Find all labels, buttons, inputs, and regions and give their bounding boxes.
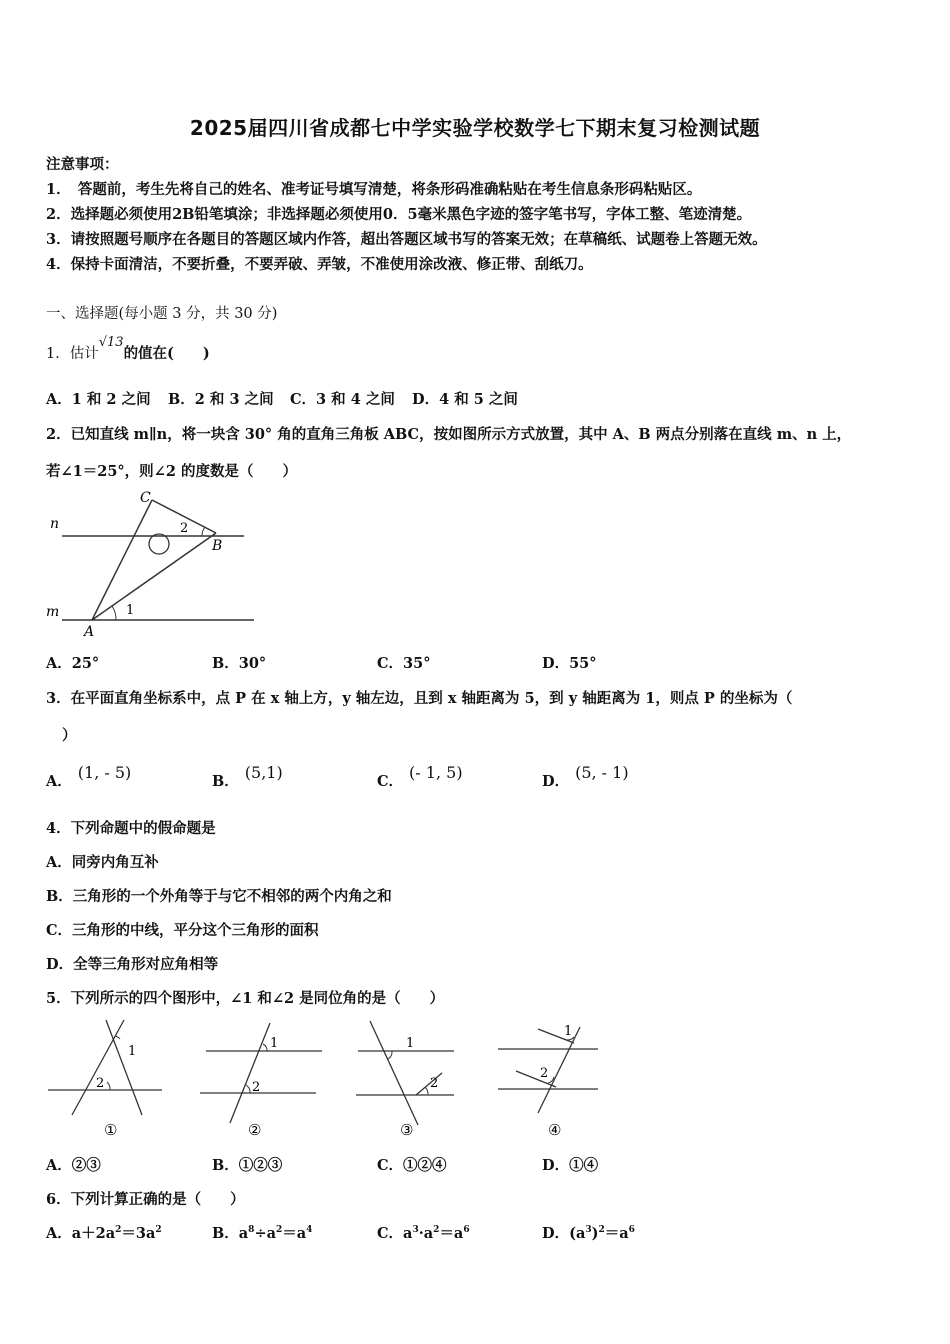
q4-stem: 4．下列命题中的假命题是	[46, 820, 216, 837]
q3-option-d-letter: D．	[542, 773, 570, 790]
q3-option-a-letter: A．	[46, 773, 72, 790]
q3-option-c-letter: C．	[377, 773, 404, 790]
side-ac	[92, 500, 152, 620]
q6-a-letter: A．	[46, 1225, 72, 1242]
q6-option-c	[377, 1222, 470, 1243]
q3-option-c	[377, 763, 463, 791]
fig1-arc-1	[115, 1036, 120, 1039]
q6-option-d	[542, 1222, 635, 1243]
q3-option-d	[542, 763, 629, 791]
fig1-label-2: 2	[96, 1076, 105, 1091]
q6-c-part1: a	[403, 1225, 413, 1242]
q6-a-exp1: 2	[115, 1225, 122, 1236]
q6-b-exp2: 2	[275, 1225, 283, 1236]
q2-stem-line2: 若∠1＝25°，则∠2 的度数是（ ）	[46, 463, 297, 480]
q6-c-exp1: 3	[412, 1225, 419, 1236]
q4-option-a: A．同旁内角互补	[46, 854, 159, 871]
q6-d-exp3: 6	[628, 1225, 635, 1236]
q6-b-part1: a	[238, 1225, 249, 1242]
fig2-caption: ②	[248, 1121, 262, 1139]
q5-figure-2	[196, 1015, 326, 1140]
label-n: n	[50, 516, 60, 532]
q5-stem: 5．下列所示的四个图形中，∠1 和∠2 是同位角的是（ ）	[46, 990, 445, 1007]
q1-stem	[46, 335, 210, 363]
q6-c-part2: ·a	[418, 1225, 434, 1242]
notice-heading: 注意事项：	[46, 156, 119, 173]
q1-option-a: A．1 和 2 之间	[46, 391, 151, 408]
q2-figure	[44, 488, 264, 638]
q3-option-b	[212, 763, 283, 791]
fig4-lower-short-line	[516, 1071, 556, 1087]
notice-item-4: 4．保持卡面清洁，不要折叠，不要弄破、弄皱，不准使用涂改液、修正带、刮纸刀。	[46, 256, 593, 273]
q6-a-part1: a＋2a	[71, 1225, 116, 1242]
notice-item-3: 3．请按照题号顺序在各题目的答题区域内作答，超出答题区域书写的答案无效；在草稿纸、试题卷上答题无效。	[46, 231, 767, 248]
label-angle-2: 2	[180, 521, 189, 536]
fig3-arc-2	[425, 1087, 428, 1095]
q6-b-exp1: 8	[248, 1225, 255, 1236]
q5-option-a: A．②③	[46, 1157, 101, 1174]
q3-option-a	[46, 763, 132, 791]
q1-option-c: C．3 和 4 之间	[290, 391, 395, 408]
q4-option-b: B．三角形的一个外角等于与它不相邻的两个内角之和	[46, 888, 392, 905]
q2-stem-line1: 2．已知直线 m∥n，将一块含 30° 角的直角三角板 ABC，按如图所示方式放置，其中 A、B 两点分别落在直线 m、n 上，	[46, 426, 852, 443]
q1-pre: 1．估计	[46, 346, 99, 362]
q3-option-d-coord: (5, - 1)	[575, 763, 629, 782]
fig3-label-2: 2	[430, 1076, 439, 1091]
label-m: m	[46, 604, 60, 620]
notice-item-1: 1． 答题前，考生先将自己的姓名、准考证号填写清楚，将条形码准确粘贴在考生信息条形码粘贴区。	[46, 181, 702, 198]
label-b: B	[212, 538, 223, 554]
fig1-caption: ①	[104, 1121, 118, 1139]
q5-option-b: B．①②③	[212, 1157, 283, 1174]
q2-option-d: D．55°	[542, 655, 597, 672]
q2-option-b: B．30°	[212, 655, 267, 672]
q4-option-d: D．全等三角形对应角相等	[46, 956, 219, 973]
fig1-line-left	[72, 1020, 124, 1115]
q1-post: 的值在( )	[123, 345, 210, 362]
section-heading: 一、选择题(每小题 3 分，共 30 分)	[46, 306, 278, 322]
q4-option-c: C．三角形的中线，平分这个三角形的面积	[46, 922, 319, 939]
q6-option-a	[46, 1222, 162, 1243]
q5-option-c: C．①②④	[377, 1157, 447, 1174]
label-angle-1: 1	[126, 603, 135, 618]
fig3-label-1: 1	[406, 1036, 415, 1051]
fig4-caption: ④	[548, 1121, 562, 1139]
fig4-label-1: 1	[564, 1024, 573, 1039]
angle-2-arc	[202, 527, 205, 536]
q6-d-letter: D．	[542, 1225, 570, 1242]
fig2-label-1: 1	[270, 1036, 279, 1051]
q6-option-b	[212, 1222, 312, 1243]
fig1-line-right	[106, 1020, 142, 1115]
label-c: C	[140, 490, 151, 506]
q2-option-a: A．25°	[46, 655, 100, 672]
fig3-caption: ③	[400, 1121, 414, 1139]
q3-option-a-coord: (1, - 5)	[77, 763, 132, 782]
q2-option-c: C．35°	[377, 655, 431, 672]
q6-d-part3: ＝a	[604, 1225, 629, 1242]
q1-radical: √13	[98, 335, 124, 350]
q5-figure-1	[44, 1015, 174, 1140]
q6-c-exp3: 6	[463, 1225, 470, 1236]
q5-option-d: D．①④	[542, 1157, 599, 1174]
q6-d-part2: )	[591, 1225, 599, 1242]
fig1-label-1: 1	[128, 1044, 137, 1059]
q6-d-exp2: 2	[598, 1225, 605, 1236]
fig2-arc-2	[246, 1085, 250, 1093]
q6-d-part1: (a	[569, 1225, 586, 1242]
q3-stem-line1: 3．在平面直角坐标系中，点 P 在 x 轴上方，y 轴左边，且到 x 轴距离为 5，到 y 轴距离为 1，则点 P 的坐标为（	[46, 690, 793, 707]
q6-b-part2: ÷a	[254, 1225, 276, 1242]
fig2-arc-1	[263, 1044, 267, 1051]
page-title: 2025届四川省成都七中学实验学校数学七下期末复习检测试题	[189, 116, 761, 140]
fig2-label-2: 2	[252, 1080, 261, 1095]
q3-stem-line2: ）	[62, 727, 77, 744]
q6-c-exp2: 2	[433, 1225, 440, 1236]
fig4-label-2: 2	[540, 1066, 549, 1081]
q5-figure-3	[350, 1015, 480, 1140]
q6-b-exp3: 4	[306, 1225, 313, 1236]
q6-b-part3: ＝a	[282, 1225, 307, 1242]
q6-a-part2: ＝3a	[121, 1225, 156, 1242]
angle-1-arc	[112, 606, 116, 620]
q6-d-exp1: 3	[585, 1225, 592, 1236]
fig2-transversal	[230, 1023, 270, 1123]
side-ab	[92, 533, 216, 620]
q5-figure-4	[494, 1015, 624, 1140]
q1-option-b: B．2 和 3 之间	[168, 391, 274, 408]
notice-item-2: 2．选择题必须使用2B铅笔填涂；非选择题必须使用0．5毫米黑色字迹的签字笔书写，字体工整、笔迹清楚。	[46, 206, 752, 223]
q6-a-exp2: 2	[155, 1225, 162, 1236]
fig1-arc-2	[107, 1082, 110, 1090]
q3-option-c-coord: (- 1, 5)	[409, 763, 463, 782]
q3-option-b-letter: B．	[212, 773, 239, 790]
triangle-hole	[149, 534, 169, 554]
q3-option-b-coord: (5,1)	[244, 763, 283, 782]
fig3-arc-1	[388, 1051, 392, 1059]
q1-option-d: D．4 和 5 之间	[412, 391, 518, 408]
label-a: A	[84, 624, 95, 640]
q6-c-part3: ＝a	[439, 1225, 464, 1242]
q6-b-letter: B．	[212, 1225, 239, 1242]
q6-stem: 6．下列计算正确的是（ ）	[46, 1191, 245, 1208]
q6-c-letter: C．	[377, 1225, 404, 1242]
